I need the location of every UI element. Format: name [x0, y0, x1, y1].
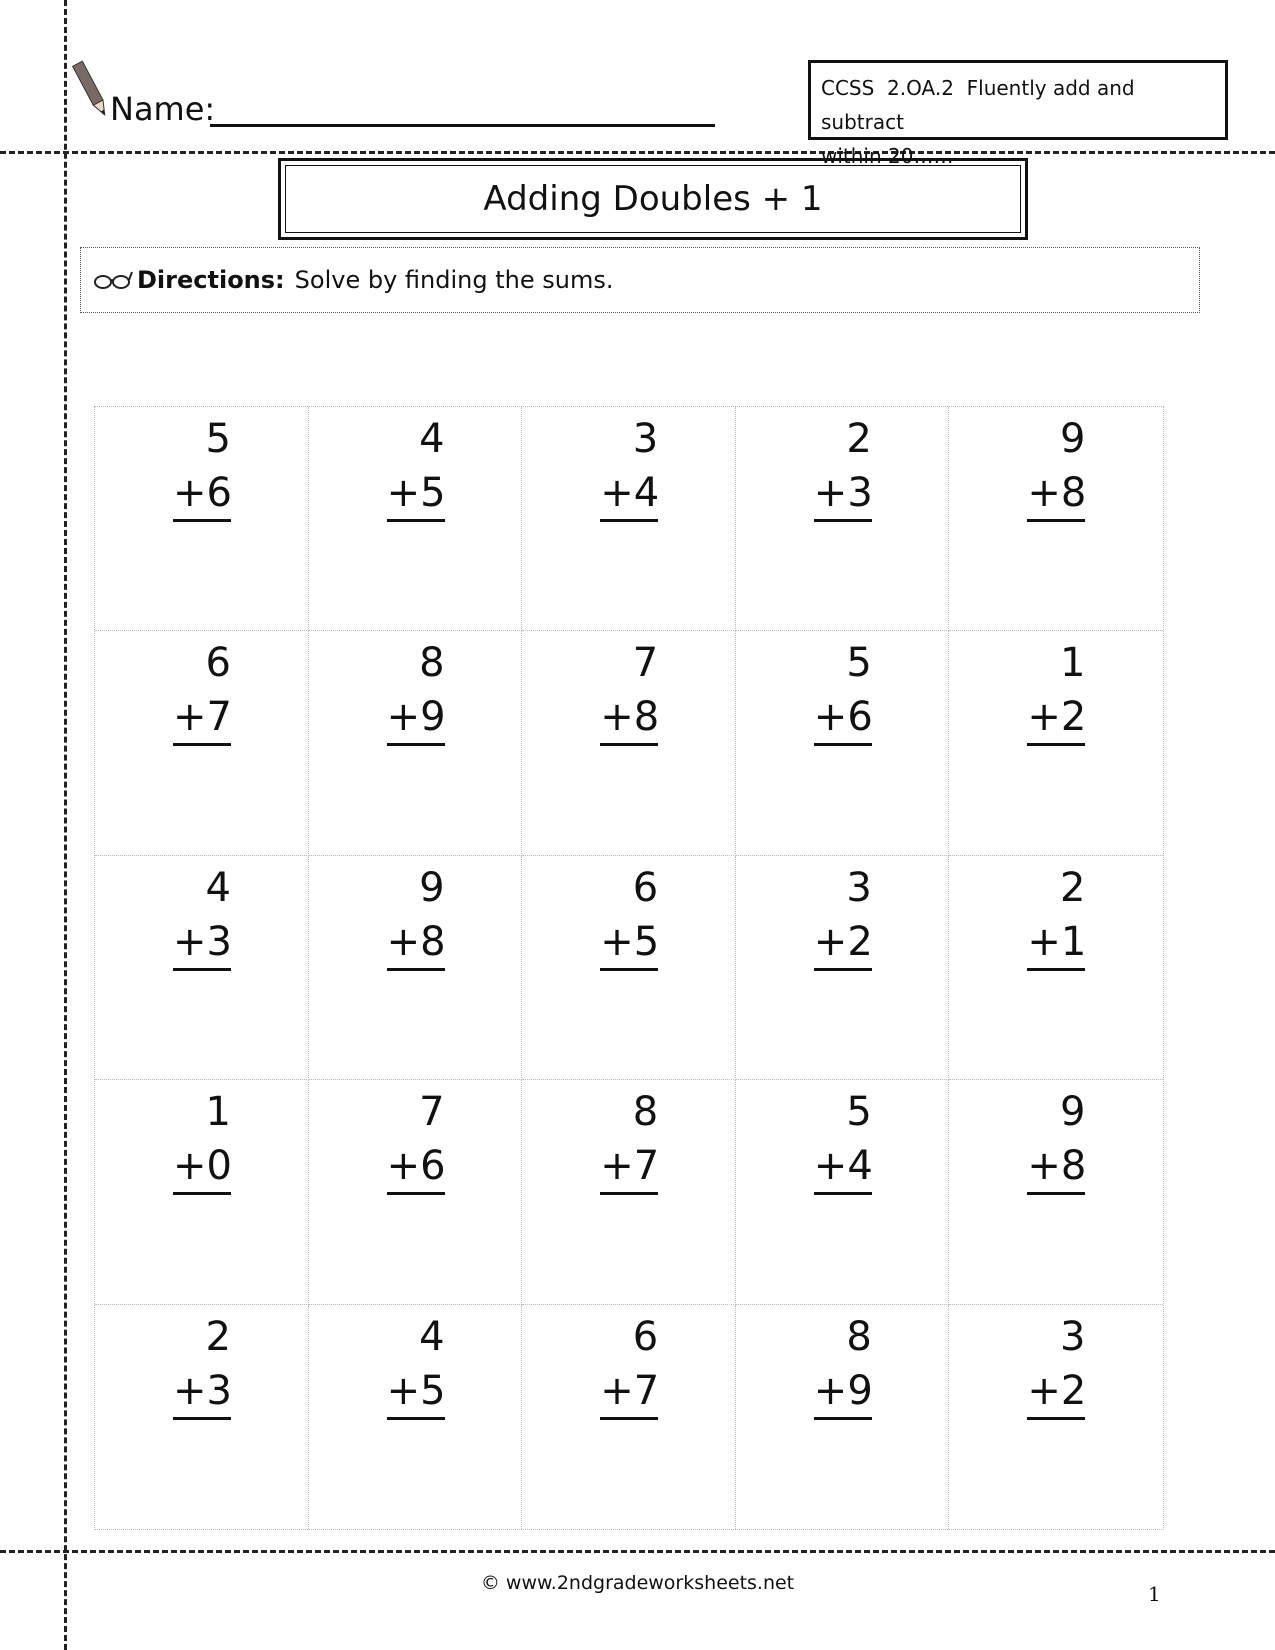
addend-top: 3: [632, 416, 659, 462]
problem-cell[interactable]: [309, 856, 523, 1080]
problem-cell[interactable]: [522, 407, 736, 631]
top-cut-line: [0, 151, 1275, 154]
problem-cell[interactable]: [522, 1305, 736, 1529]
problem-cell[interactable]: [95, 407, 309, 631]
addend-bottom: +4: [814, 1140, 872, 1195]
addend-top: 6: [205, 640, 231, 687]
addend-top: 3: [846, 864, 872, 911]
addend-bottom: +8: [1027, 467, 1085, 522]
addend-top: 9: [1059, 416, 1086, 462]
addend-top: 8: [419, 640, 445, 687]
addend-bottom: +5: [387, 1365, 445, 1420]
problem-cell[interactable]: [949, 1305, 1163, 1529]
addend-top: 4: [419, 416, 445, 462]
addend-top: 5: [205, 416, 231, 462]
vertical-cut-line: [64, 0, 67, 1650]
addend-bottom: +8: [600, 691, 658, 746]
addend-bottom: +2: [1027, 691, 1085, 746]
problem-cell[interactable]: [736, 631, 950, 855]
addend-bottom: +8: [1027, 1140, 1085, 1195]
addend-top: 6: [632, 864, 659, 911]
page-number: 1: [1148, 1582, 1161, 1606]
addend-top: 3: [1059, 1313, 1086, 1360]
addend-top: 9: [1059, 1089, 1086, 1136]
problem-cell[interactable]: [949, 1080, 1163, 1304]
name-label: Name:: [110, 90, 216, 128]
addend-top: 6: [632, 1313, 659, 1360]
problem-cell[interactable]: [736, 1080, 950, 1304]
addend-top: 1: [1059, 640, 1086, 687]
addend-bottom: +3: [173, 1365, 231, 1420]
addend-bottom: +7: [173, 691, 231, 746]
addend-bottom: +3: [814, 467, 872, 522]
problem-cell[interactable]: [95, 631, 309, 855]
addend-top: 9: [419, 864, 445, 911]
addend-bottom: +2: [1027, 1365, 1085, 1420]
problem-cell[interactable]: [949, 631, 1163, 855]
addend-top: 7: [632, 640, 659, 687]
addend-bottom: +5: [387, 467, 445, 522]
problem-cell[interactable]: [95, 1080, 309, 1304]
glasses-icon: [93, 269, 133, 291]
problem-cell[interactable]: [736, 1305, 950, 1529]
addend-top: 8: [846, 1313, 872, 1360]
addend-bottom: +3: [173, 916, 231, 971]
addend-bottom: +5: [600, 916, 658, 971]
addend-bottom: +9: [387, 691, 445, 746]
addend-bottom: +6: [387, 1140, 445, 1195]
name-field[interactable]: [210, 124, 715, 127]
problem-cell[interactable]: [309, 1080, 523, 1304]
footer-website: © www.2ndgradeworksheets.net: [480, 1572, 795, 1594]
addend-bottom: +8: [387, 916, 445, 971]
addend-top: 8: [632, 1089, 659, 1136]
addend-top: 1: [205, 1089, 231, 1136]
problem-cell[interactable]: [736, 856, 950, 1080]
directions-text: Solve by finding the sums.: [294, 266, 614, 294]
addend-bottom: +4: [600, 467, 658, 522]
addend-top: 4: [419, 1313, 445, 1360]
problem-cell[interactable]: [522, 1080, 736, 1304]
problem-cell[interactable]: [949, 856, 1163, 1080]
bottom-cut-line: [0, 1550, 1275, 1553]
addend-top: 5: [846, 640, 872, 687]
addend-bottom: +0: [173, 1140, 231, 1195]
page-title: Adding Doubles + 1: [285, 165, 1021, 233]
problem-cell[interactable]: [949, 407, 1163, 631]
addend-bottom: +1: [1027, 916, 1085, 971]
problem-cell[interactable]: [309, 407, 523, 631]
addend-bottom: +7: [600, 1365, 658, 1420]
addend-top: 2: [846, 416, 872, 462]
problem-cell[interactable]: [95, 1305, 309, 1529]
problem-cell[interactable]: [309, 1305, 523, 1529]
problem-cell[interactable]: [522, 631, 736, 855]
problem-grid: [94, 406, 1164, 1530]
pencil-icon: [72, 58, 112, 122]
addend-top: 5: [846, 1089, 872, 1136]
problem-cell[interactable]: [736, 407, 950, 631]
problem-cell[interactable]: [522, 856, 736, 1080]
addend-bottom: +6: [173, 467, 231, 522]
addend-top: 7: [419, 1089, 445, 1136]
addend-bottom: +7: [600, 1140, 658, 1195]
problem-cell[interactable]: [309, 631, 523, 855]
addend-top: 2: [1059, 864, 1086, 911]
directions-box: [80, 247, 1200, 313]
addend-top: 2: [205, 1313, 231, 1360]
addend-bottom: +9: [814, 1365, 872, 1420]
title-box: [278, 158, 1028, 240]
addend-top: 4: [205, 864, 231, 911]
addend-bottom: +6: [814, 691, 872, 746]
addend-bottom: +2: [814, 916, 872, 971]
directions-label: Directions:: [137, 266, 285, 294]
problem-cell[interactable]: [95, 856, 309, 1080]
standard-box: CCSS 2.OA.2 Fluently add and subtract within 20……: [808, 60, 1228, 140]
